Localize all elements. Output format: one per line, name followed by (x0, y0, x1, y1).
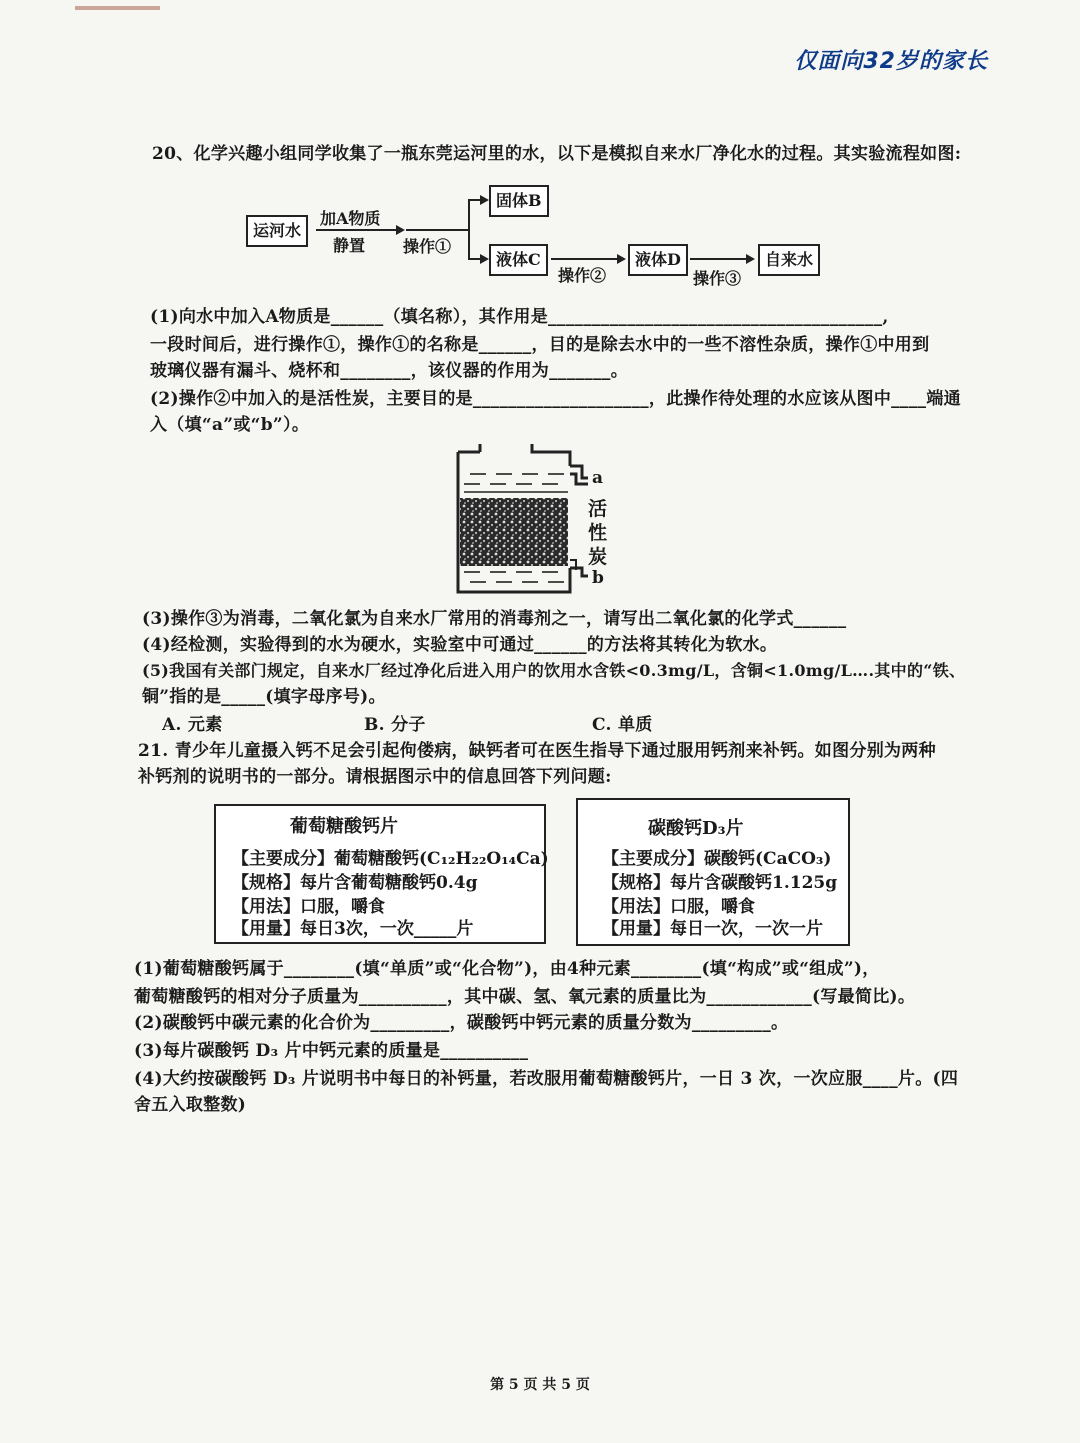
card2-title: 碳酸钙D₃片 (648, 818, 744, 839)
q20-p2-line1: (2)操作②中加入的是活性炭，主要目的是____________________，此操作待处理的水应该从图中____端通 (150, 389, 961, 409)
q21-a2: (2)碳酸钙中碳元素的化合价为_________，碳酸钙中钙元素的质量分数为_________。 (134, 1013, 789, 1033)
card2-row-dosage: 【用量】每日一次，一次一片 (602, 919, 823, 939)
q20-stem: 20、化学兴趣小组同学收集了一瓶东莞运河里的水，以下是模拟自来水厂净化水的过程。其实验流程如图: (152, 144, 962, 164)
flow-box-liquid-d: 液体D (628, 244, 688, 276)
q20-option-b: B. 分子 (364, 715, 426, 735)
carbon-label-char-2: 性 (588, 522, 608, 544)
flow-label-op1: 操作① (403, 237, 452, 256)
q21-stem-line2: 补钙剂的说明书的一部分。请根据图示中的信息回答下列问题: (138, 767, 612, 787)
page-footer: 第 5 页 共 5 页 (490, 1377, 590, 1393)
card1-row-ingredient: 【主要成分】葡萄糖酸钙(C₁₂H₂₂O₁₄Ca) (232, 849, 549, 869)
q20-option-c: C. 单质 (592, 715, 653, 735)
port-b-label: b (592, 568, 604, 588)
q20-p5-line1: (5)我国有关部门规定，自来水厂经过净化后进入用户的饮用水含铁<0.3mg/L，含铜<1.0mg/L….其中的“铁、 (142, 661, 966, 680)
flow-arrow-2 (551, 258, 621, 260)
q21-a1-line1: (1)葡萄糖酸钙属于________(填“单质”或“化合物”)，由4种元素________(填“构成”或“组成”)， (134, 959, 880, 979)
q21-a1-line2: 葡萄糖酸钙的相对分子质量为__________，其中碳、氢、氧元素的质量比为____________(写最简比)。 (134, 987, 916, 1007)
q20-p3: (3)操作③为消毒，二氧化氯为自来水厂常用的消毒剂之一，请写出二氧化氯的化学式______ (142, 609, 847, 629)
card2-row-spec: 【规格】每片含碳酸钙1.125g (602, 873, 838, 893)
q20-p2-line2: 入（填“a”或“b”）。 (150, 415, 310, 435)
flow-box-solid-b: 固体B (489, 185, 549, 217)
q21-a4-line1: (4)大约按碳酸钙 D₃ 片说明书中每日的补钙量，若改服用葡萄糖酸钙片，一日 3 次，一次应服____片。(四 (134, 1069, 959, 1089)
calcium-gluconate-card (214, 804, 549, 944)
card1-title: 葡萄糖酸钙片 (290, 816, 398, 837)
q21-a4-line2: 舍五入取整数) (134, 1095, 247, 1115)
flow-arrowhead-solid (480, 195, 489, 205)
flow-arrowhead-3 (746, 254, 755, 264)
flow-box-canal-water: 运河水 (246, 215, 308, 247)
flow-arrow-1 (316, 229, 402, 231)
flow-label-add-a: 加A物质 (320, 209, 381, 228)
q20-option-a: A. 元素 (162, 715, 223, 735)
carbon-label-char-3: 炭 (588, 546, 608, 568)
flow-arrowhead-liquid-c (480, 254, 489, 264)
carbon-label-char-1: 活 (588, 498, 608, 520)
q20-p5-line2: 铜”指的是_____(填字母序号)。 (142, 687, 386, 707)
flow-label-op3: 操作③ (693, 269, 742, 288)
flow-branch (468, 199, 470, 259)
q20-p1-line1: (1)向水中加入A物质是______（填名称），其作用是______________________________________, (150, 307, 889, 327)
port-a-label: a (592, 468, 604, 488)
flow-arrow-3 (690, 258, 750, 260)
card1-row-spec: 【规格】每片含葡萄糖酸钙0.4g (232, 873, 478, 893)
q20-p4: (4)经检测，实验得到的水为硬水，实验室中可通过______的方法将其转化为软水。 (142, 635, 778, 655)
watermark: 仅面向32岁的家长 (794, 49, 988, 74)
flow-arrowhead-2 (617, 254, 626, 264)
flow-box-tap-water: 自来水 (758, 244, 820, 276)
card2-row-usage: 【用法】口服，嚼食 (602, 897, 755, 917)
q21-stem-line1: 21. 青少年儿童摄入钙不足会引起佝偻病，缺钙者可在医生指导下通过服用钙剂来补钙。如图分别为两种 (138, 741, 936, 761)
card2-row-ingredient: 【主要成分】碳酸钙(CaCO₃) (602, 849, 832, 869)
q20-p1-line3: 玻璃仪器有漏斗、烧杯和________，该仪器的作用为_______。 (150, 361, 628, 381)
flow-label-settle: 静置 (333, 236, 366, 255)
calcium-carbonate-card (576, 798, 850, 946)
card1-row-usage: 【用法】口服，嚼食 (232, 897, 385, 917)
card1-row-dosage: 【用量】每日3次，一次_____片 (232, 919, 474, 939)
q20-p1-line2: 一段时间后，进行操作①，操作①的名称是______，目的是除去水中的一些不溶性杂质，操作①中用到 (150, 335, 930, 355)
flow-label-op2: 操作② (558, 266, 607, 285)
q21-a3: (3)每片碳酸钙 D₃ 片中钙元素的质量是__________ (134, 1041, 529, 1061)
scan-mark (75, 6, 160, 10)
flow-box-liquid-c: 液体C (489, 244, 548, 276)
flow-connector (406, 229, 468, 231)
